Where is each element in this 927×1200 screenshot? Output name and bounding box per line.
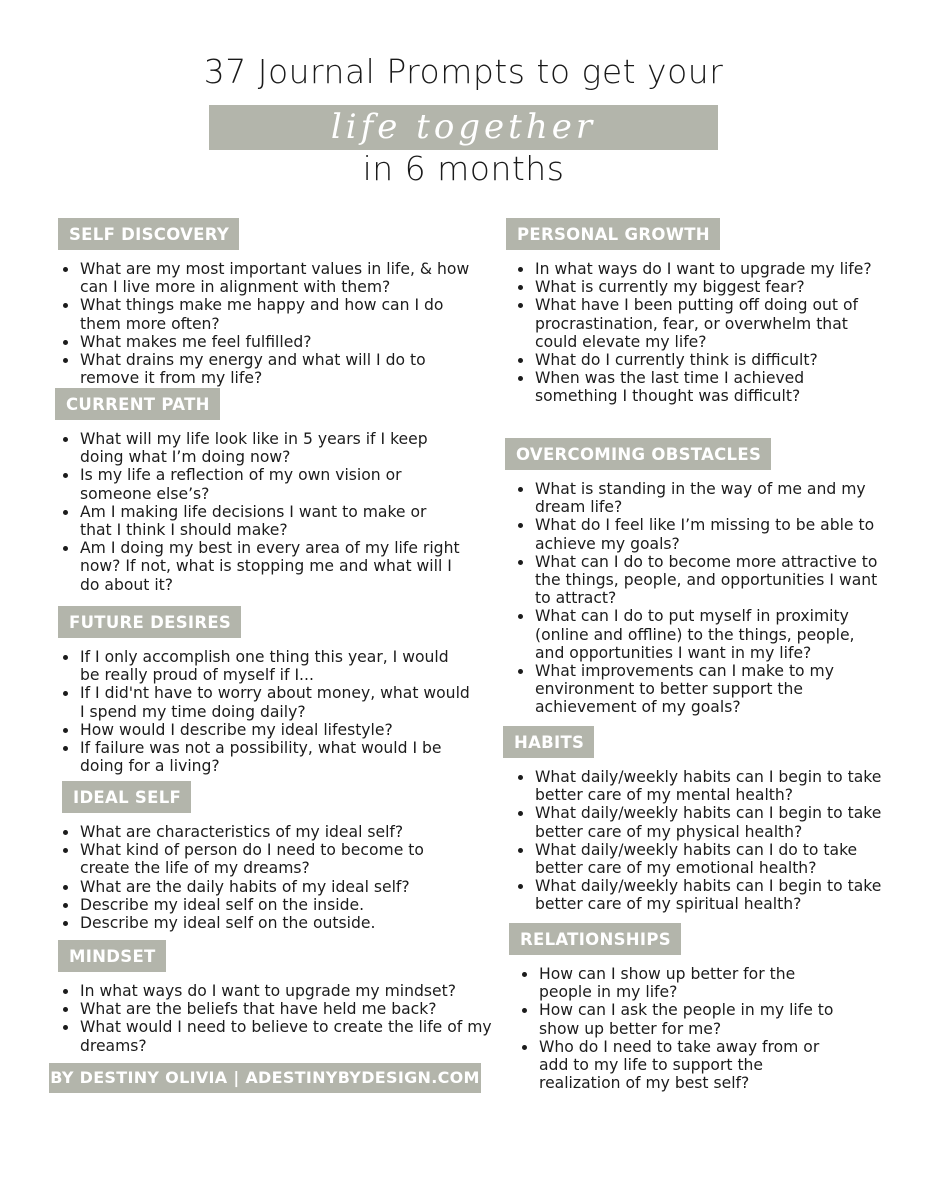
section-heading: CURRENT PATH: [55, 388, 220, 420]
prompt-item: What daily/weekly habits can I begin to take better care of my physical health?: [505, 804, 890, 840]
section-heading: RELATIONSHIPS: [509, 923, 681, 955]
section-current-path: [55, 388, 460, 594]
prompt-list: [50, 648, 470, 775]
prompt-item: What things make me happy and how can I do them more often?: [50, 296, 470, 332]
section-self-discovery: [58, 218, 470, 387]
prompt-item: When was the last time I achieved something I thought was difficult?: [505, 369, 885, 405]
section-heading: PERSONAL GROWTH: [506, 218, 720, 250]
prompt-item: Am I doing my best in every area of my life right now? If not, what is stopping me and what will I do about it?: [50, 539, 460, 594]
section-overcoming-obstacles: [505, 438, 885, 717]
section-heading: IDEAL SELF: [62, 781, 191, 813]
prompt-item: Describe my ideal self on the outside.: [50, 914, 470, 932]
section-habits: [503, 726, 890, 914]
prompt-item: Who do I need to take away from or add to my life to support the realization of my best self?: [509, 1038, 849, 1093]
prompt-item: What are characteristics of my ideal self?: [50, 823, 470, 841]
prompt-list: [50, 260, 470, 387]
prompt-item: If failure was not a possibility, what would I be doing for a living?: [50, 739, 470, 775]
section-mindset: [58, 940, 500, 1055]
prompt-item: What do I feel like I’m missing to be able to achieve my goals?: [505, 516, 885, 552]
prompt-item: Describe my ideal self on the inside.: [50, 896, 470, 914]
prompt-list: [509, 965, 849, 1092]
prompt-item: What is currently my biggest fear?: [505, 278, 885, 296]
prompt-item: What makes me feel fulfilled?: [50, 333, 470, 351]
prompt-list: [50, 982, 500, 1055]
prompt-item: What have I been putting off doing out of procrastination, fear, or overwhelm that could elevate my life?: [505, 296, 885, 351]
prompt-item: What improvements can I make to my environment to better support the achievement of my goals?: [505, 662, 885, 717]
section-future-desires: [58, 606, 470, 775]
prompt-item: What daily/weekly habits can I do to take better care of my emotional health?: [505, 841, 890, 877]
prompt-list: [50, 430, 460, 594]
prompt-item: How can I show up better for the people in my life?: [509, 965, 849, 1001]
prompt-item: What can I do to become more attractive to the things, people, and opportunities I want to attract?: [505, 553, 885, 608]
prompt-item: What are the daily habits of my ideal self?: [50, 878, 470, 896]
section-relationships: [509, 923, 849, 1092]
section-heading: SELF DISCOVERY: [58, 218, 239, 250]
prompt-list: [50, 823, 470, 932]
section-heading: HABITS: [503, 726, 594, 758]
title-banner: life together: [209, 105, 718, 150]
section-heading: FUTURE DESIRES: [58, 606, 241, 638]
prompt-list: [505, 768, 890, 914]
prompt-item: What daily/weekly habits can I begin to take better care of my mental health?: [505, 768, 890, 804]
section-heading: MINDSET: [58, 940, 166, 972]
prompt-item: Am I making life decisions I want to make or that I think I should make?: [50, 503, 460, 539]
prompt-list: [505, 480, 885, 717]
prompt-item: How would I describe my ideal lifestyle?: [50, 721, 470, 739]
prompt-item: Is my life a reflection of my own vision or someone else’s?: [50, 466, 460, 502]
prompt-item: What will my life look like in 5 years if I keep doing what I’m doing now?: [50, 430, 460, 466]
author-credit: BY DESTINY OLIVIA | ADESTINYBYDESIGN.COM: [49, 1063, 481, 1093]
prompt-item: If I did'nt have to worry about money, what would I spend my time doing daily?: [50, 684, 470, 720]
prompt-item: If I only accomplish one thing this year, I would be really proud of myself if I...: [50, 648, 470, 684]
prompt-item: What do I currently think is difficult?: [505, 351, 885, 369]
title-top: 37 Journal Prompts to get your: [203, 52, 724, 91]
section-personal-growth: [506, 218, 885, 406]
prompt-item: In what ways do I want to upgrade my life?: [505, 260, 885, 278]
prompt-item: What can I do to put myself in proximity (online and offline) to the things, people, and opportunities I want in my life?: [505, 607, 885, 662]
prompt-item: What would I need to believe to create the life of my dreams?: [50, 1018, 500, 1054]
prompt-item: What is standing in the way of me and my dream life?: [505, 480, 885, 516]
prompt-list: [505, 260, 885, 406]
prompt-item: How can I ask the people in my life to show up better for me?: [509, 1001, 849, 1037]
prompt-item: What are my most important values in life, & how can I live more in alignment with them?: [50, 260, 470, 296]
prompt-item: What kind of person do I need to become to create the life of my dreams?: [50, 841, 470, 877]
title-bottom: in 6 months: [362, 149, 565, 188]
prompt-item: What daily/weekly habits can I begin to take better care of my spiritual health?: [505, 877, 890, 913]
prompt-item: In what ways do I want to upgrade my mindset?: [50, 982, 500, 1000]
section-ideal-self: [62, 781, 470, 932]
prompt-item: What are the beliefs that have held me back?: [50, 1000, 500, 1018]
prompt-item: What drains my energy and what will I do to remove it from my life?: [50, 351, 470, 387]
section-heading: OVERCOMING OBSTACLES: [505, 438, 771, 470]
